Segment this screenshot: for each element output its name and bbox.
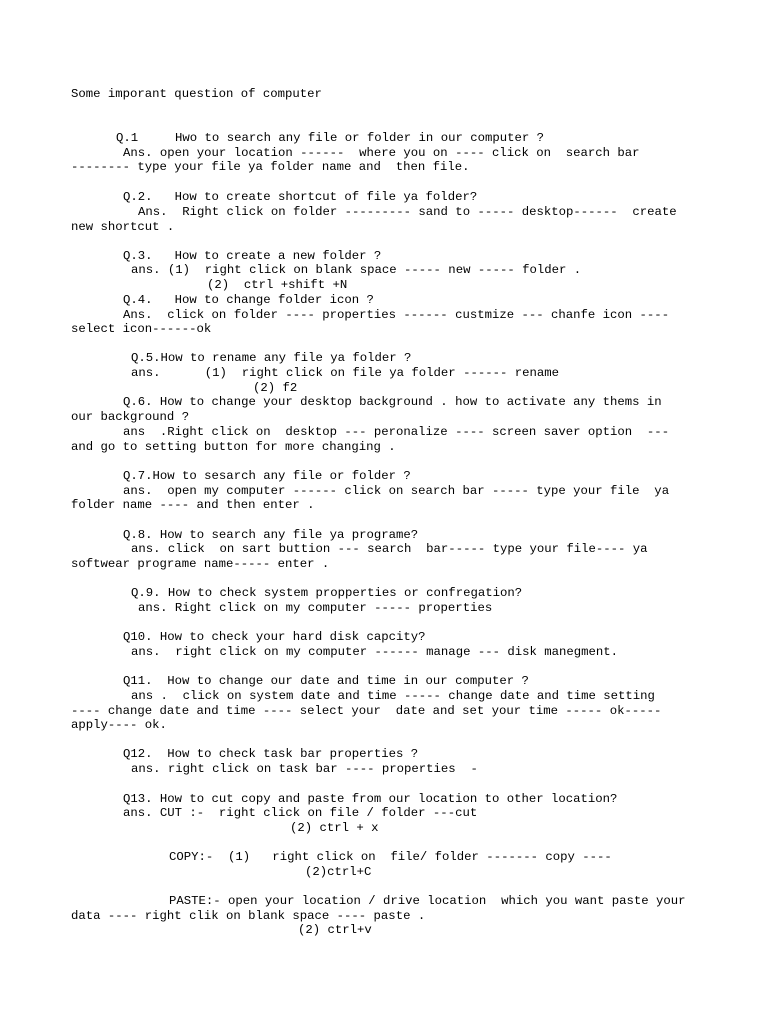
q5-answer-line: (2) f2	[253, 381, 298, 395]
q4-question: Q.4. How to change folder icon ?	[123, 293, 374, 307]
q1-question: Q.1 Hwo to search any file or folder in our computer ?	[116, 131, 545, 145]
q7-answer-line: ans. open my computer ------ click on search bar ----- type your file ya	[123, 484, 670, 498]
q8-question: Q.8. How to search any file ya programe?	[123, 528, 419, 542]
q3-question: Q.3. How to create a new folder ?	[123, 249, 382, 263]
q13-copy-line: (2)ctrl+C	[305, 865, 372, 879]
q2-answer-line: new shortcut .	[71, 220, 175, 234]
q11-answer-line: ---- change date and time ---- select your date and set your time ----- ok-----	[71, 704, 662, 718]
q13-copy-line: COPY:- (1) right click on file/ folder ------- copy ----	[169, 850, 612, 864]
q13-paste-line: PASTE:- open your location / drive location which you want paste your	[169, 894, 686, 908]
q2-question: Q.2. How to create shortcut of file ya folder?	[123, 190, 478, 204]
q8-answer-line: ans. click on sart buttion --- search bar----- type your file---- ya	[131, 542, 648, 556]
q4-answer-line: Ans. click on folder ---- properties ------ custmize --- chanfe icon ----	[123, 308, 670, 322]
q9-question: Q.9. How to check system propperties or confregation?	[131, 586, 523, 600]
q13-paste-line: data ---- right clik on blank space ---- paste .	[71, 909, 426, 923]
q2-answer-line: Ans. Right click on folder --------- sand to ----- desktop------ create	[138, 205, 677, 219]
q12-question: Q12. How to check task bar properties ?	[123, 747, 419, 761]
q12-answer-line: ans. right click on task bar ---- properties -	[131, 762, 478, 776]
q1-answer-line: -------- type your file ya folder name and then file.	[71, 160, 470, 174]
q11-question: Q11. How to change our date and time in our computer ?	[123, 674, 529, 688]
q10-question: Q10. How to check your hard disk capcity?	[123, 630, 426, 644]
q6-answer-line: ans .Right click on desktop --- peronalize ---- screen saver option ---	[123, 425, 670, 439]
q6-question: our background ?	[71, 410, 190, 424]
q4-answer-line: select icon------ok	[71, 322, 212, 336]
q6-question: Q.6. How to change your desktop background . how to activate any thems in	[123, 395, 662, 409]
q13-question: Q13. How to cut copy and paste from our location to other location?	[123, 792, 618, 806]
q5-question: Q.5.How to rename any file ya folder ?	[131, 351, 412, 365]
q7-answer-line: folder name ---- and then enter .	[71, 498, 315, 512]
q3-answer-line: (2) ctrl +shift +N	[207, 278, 348, 292]
q1-answer-line: Ans. open your location ------ where you on ---- click on search bar	[123, 146, 640, 160]
q13-cut-line: ans. CUT :- right click on file / folder ---cut	[123, 806, 478, 820]
q3-answer-line: ans. (1) right click on blank space ----- new ----- folder .	[131, 263, 582, 277]
q9-answer-line: ans. Right click on my computer ----- properties	[138, 601, 493, 615]
q7-question: Q.7.How to sesarch any file or folder ?	[123, 469, 411, 483]
q13-paste-line: (2) ctrl+v	[298, 923, 372, 937]
document-title: Some imporant question of computer	[71, 87, 322, 101]
q6-answer-line: and go to setting button for more changing .	[71, 440, 396, 454]
q10-answer-line: ans. right click on my computer ------ manage --- disk manegment.	[131, 645, 619, 659]
q11-answer-line: ans . click on system date and time ----- change date and time setting	[131, 689, 655, 703]
q5-answer-line: ans. (1) right click on file ya folder ------ rename	[131, 366, 560, 380]
q8-answer-line: softwear programe name----- enter .	[71, 557, 330, 571]
q11-answer-line: apply---- ok.	[71, 718, 167, 732]
q13-cut-line: (2) ctrl + x	[290, 821, 379, 835]
